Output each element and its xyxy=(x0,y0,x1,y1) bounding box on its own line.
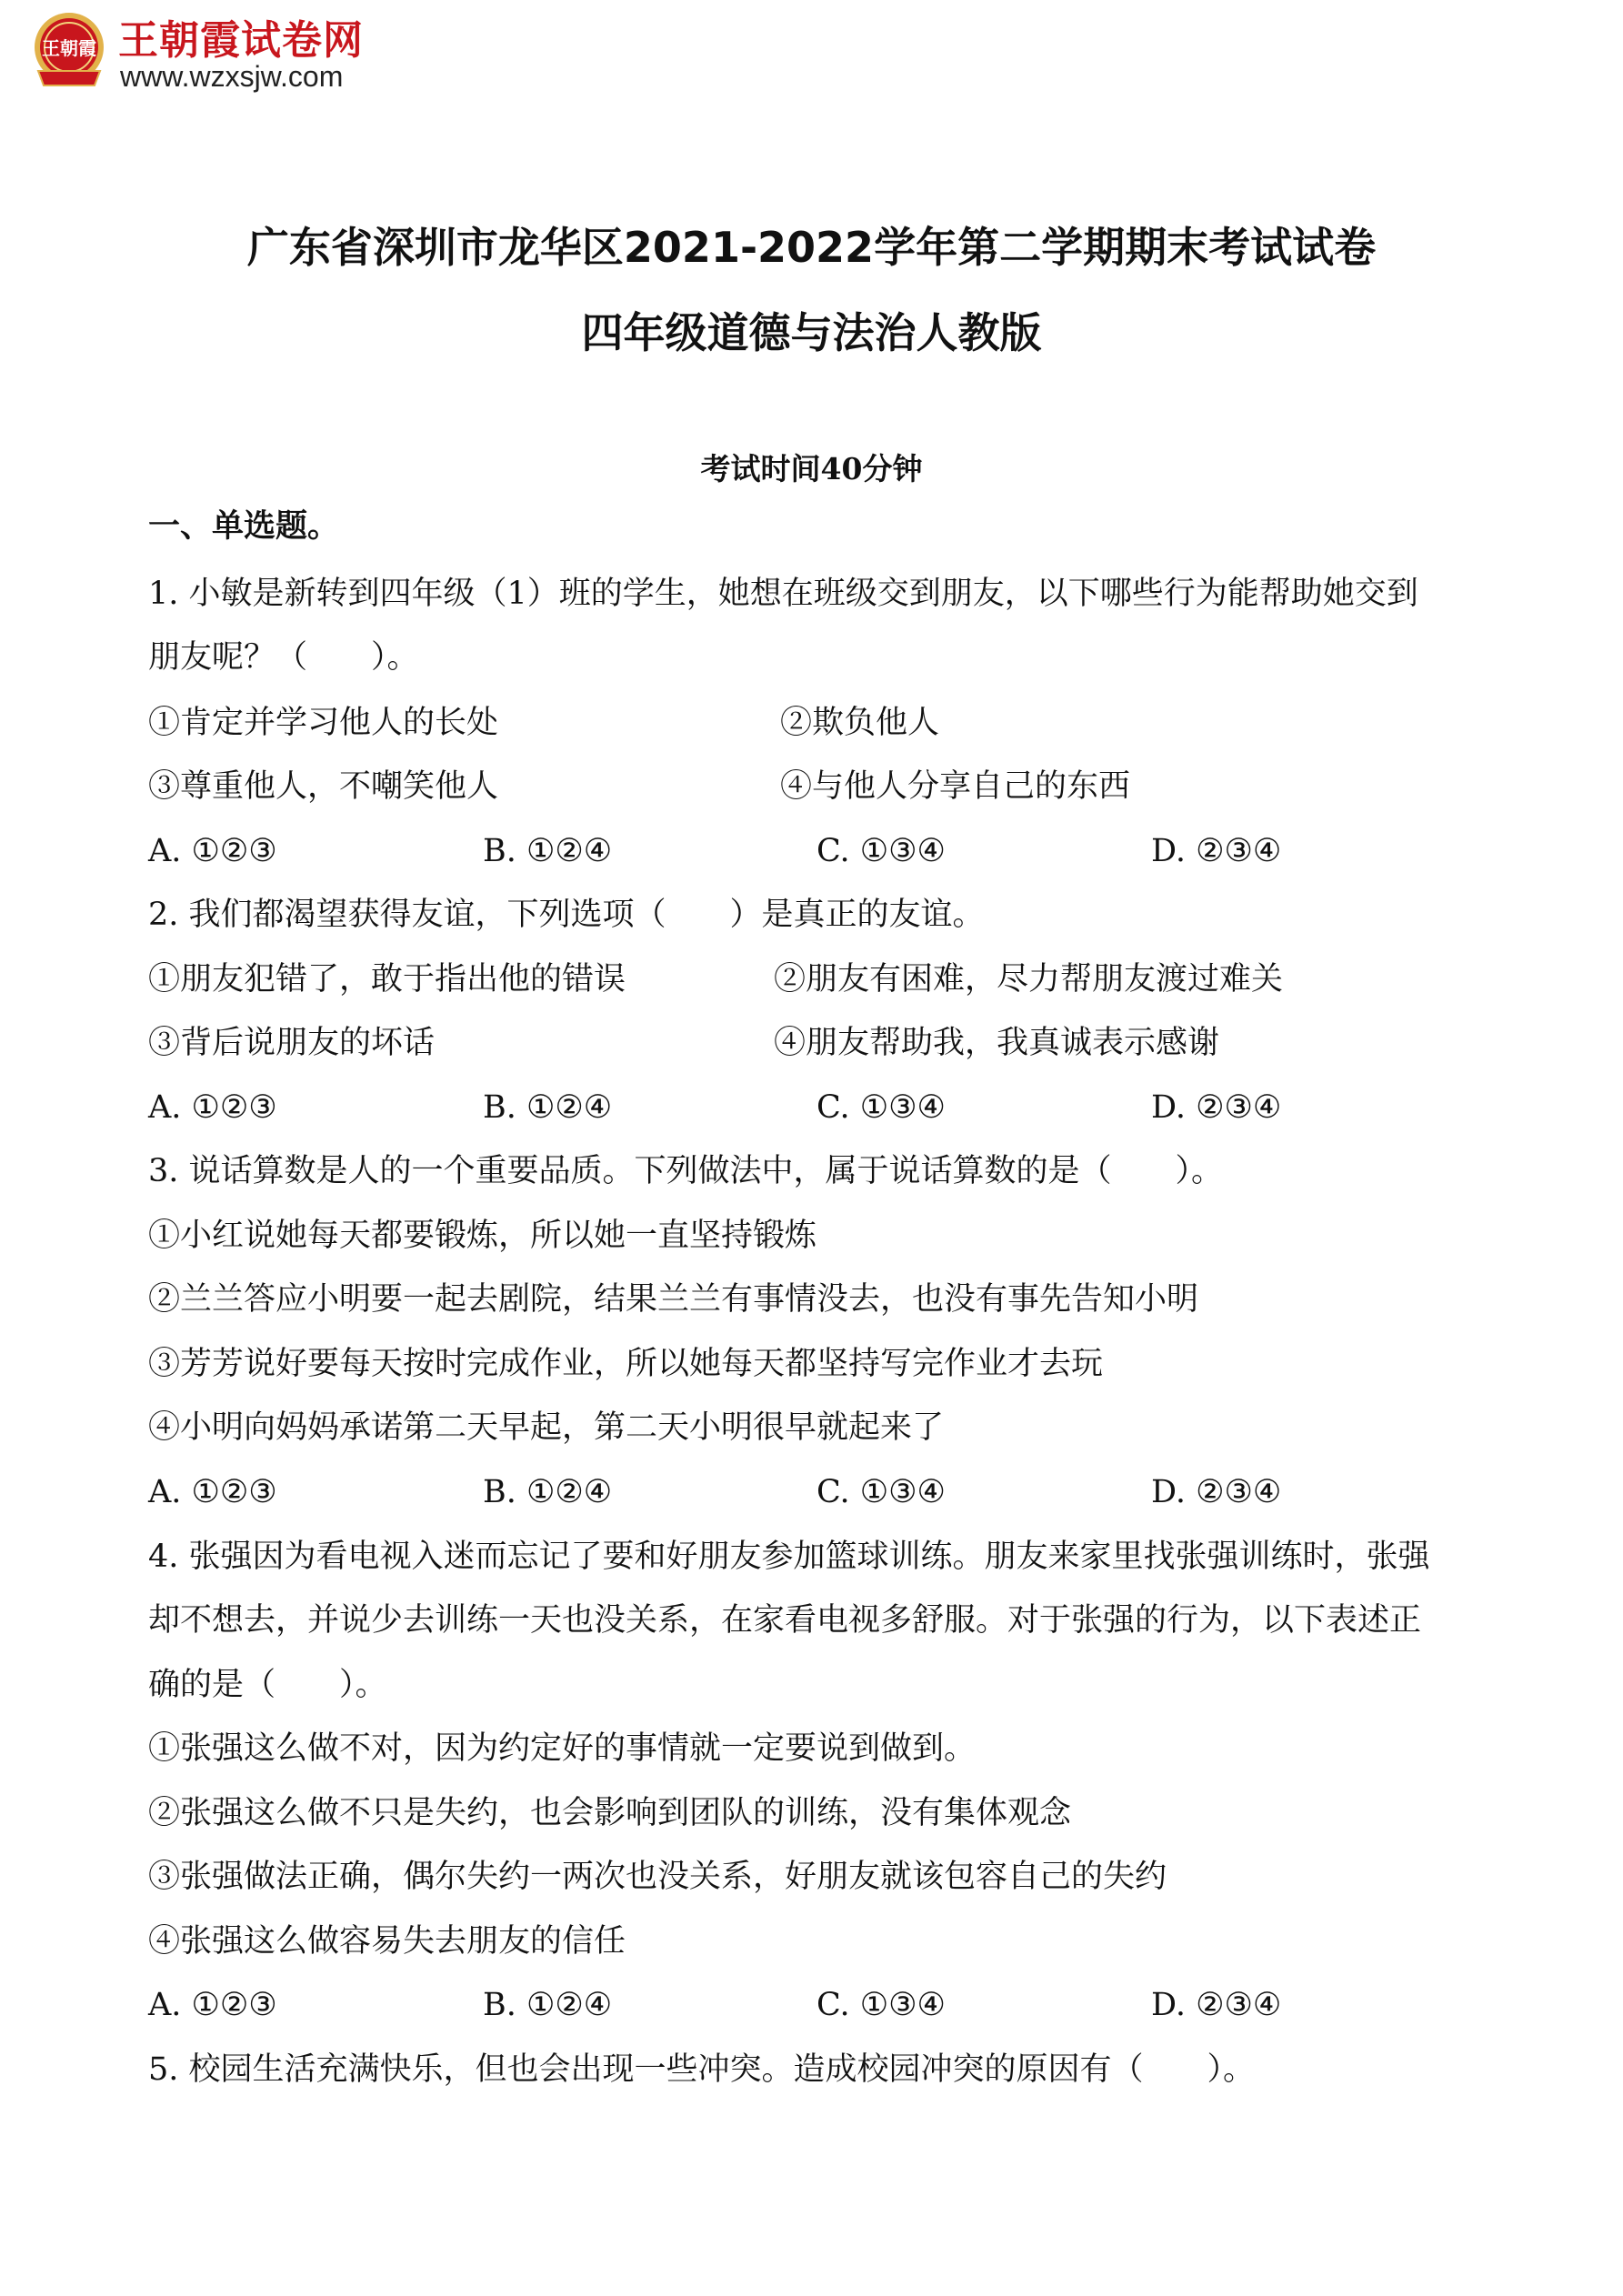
q1-item-4: ④与他人分享自己的东西 xyxy=(780,768,1131,805)
q2-option-b[interactable]: B. ①②④ xyxy=(483,1089,613,1126)
exam-subtitle: 四年级道德与法治人教版 xyxy=(581,308,1042,357)
question-1-stem: 1. 小敏是新转到四年级（1）班的学生，她想在班级交到朋友，以下哪些行为能帮助她交到 xyxy=(148,576,1418,612)
q4-option-c[interactable]: C. ①③④ xyxy=(817,1987,946,2023)
q4-option-d[interactable]: D. ②③④ xyxy=(1151,1987,1282,2023)
q4-option-a[interactable]: A. ①②③ xyxy=(148,1987,277,2023)
q4-item-3: ③张强做法正确，偶尔失约一两次也没关系，好朋友就该包容自己的失约 xyxy=(148,1859,1167,1895)
logo-lettering: 王朝霞 xyxy=(42,37,96,59)
q3-item-3: ③芳芳说好要每天按时完成作业，所以她每天都坚持写完作业才去玩 xyxy=(148,1346,1104,1382)
q3-option-a[interactable]: A. ①②③ xyxy=(148,1474,277,1510)
q1-option-c[interactable]: C. ①③④ xyxy=(817,833,946,869)
q2-option-a[interactable]: A. ①②③ xyxy=(148,1089,277,1126)
question-5-stem: 5. 校园生活充满快乐，但也会出现一些冲突。造成校园冲突的原因有（ ）。 xyxy=(148,2051,1256,2088)
q1-option-d[interactable]: D. ②③④ xyxy=(1151,833,1282,869)
q1-option-a[interactable]: A. ①②③ xyxy=(148,833,277,869)
question-4-stem-cont-2: 确的是（ ）。 xyxy=(148,1667,387,1703)
q2-item-2: ②朋友有困难，尽力帮朋友渡过难关 xyxy=(774,961,1284,998)
section-heading: 一、单选题。 xyxy=(148,508,340,545)
q1-item-3: ③尊重他人，不嘲笑他人 xyxy=(148,768,499,805)
site-name: 王朝霞试卷网 xyxy=(118,17,364,64)
q2-item-1: ①朋友犯错了，敢于指出他的错误 xyxy=(148,961,626,998)
q3-item-1: ①小红说她每天都要锻炼，所以她一直坚持锻炼 xyxy=(148,1218,817,1254)
q1-option-b[interactable]: B. ①②④ xyxy=(483,833,613,869)
q1-item-1: ①肯定并学习他人的长处 xyxy=(148,705,499,741)
q2-item-3: ③背后说朋友的坏话 xyxy=(148,1025,436,1061)
q4-option-b[interactable]: B. ①②④ xyxy=(483,1987,613,2023)
question-3-stem: 3. 说话算数是人的一个重要品质。下列做法中，属于说话算数的是（ ）。 xyxy=(148,1153,1224,1189)
question-4-stem-cont-1: 却不想去，并说少去训练一天也没关系，在家看电视多舒服。对于张强的行为，以下表述正 xyxy=(148,1602,1422,1639)
q1-item-2: ②欺负他人 xyxy=(780,705,940,741)
exam-time: 考试时间40分钟 xyxy=(700,451,923,486)
q3-option-c[interactable]: C. ①③④ xyxy=(817,1474,946,1510)
q3-option-d[interactable]: D. ②③④ xyxy=(1151,1474,1282,1510)
q2-option-d[interactable]: D. ②③④ xyxy=(1151,1089,1282,1126)
site-url[interactable]: www.wzxsjw.com xyxy=(120,60,344,93)
q3-item-4: ④小明向妈妈承诺第二天早起，第二天小明很早就起来了 xyxy=(148,1409,945,1446)
q4-item-1: ①张强这么做不对，因为约定好的事情就一定要说到做到。 xyxy=(148,1730,977,1767)
question-1-stem-cont: 朋友呢？（ ）。 xyxy=(148,639,419,676)
exam-title: 广东省深圳市龙华区2021-2022学年第二学期期末考试试卷 xyxy=(246,223,1377,272)
q4-item-2: ②张强这么做不只是失约，也会影响到团队的训练，没有集体观念 xyxy=(148,1795,1072,1831)
site-logo-emblem xyxy=(25,7,113,95)
q3-item-2: ②兰兰答应小明要一起去剧院，结果兰兰有事情没去，也没有事先告知小明 xyxy=(148,1281,1199,1318)
q3-option-b[interactable]: B. ①②④ xyxy=(483,1474,613,1510)
q2-option-c[interactable]: C. ①③④ xyxy=(817,1089,946,1126)
q4-item-4: ④张强这么做容易失去朋友的信任 xyxy=(148,1923,626,1960)
question-4-stem: 4. 张强因为看电视入迷而忘记了要和好朋友参加篮球训练。朋友来家里找张强训练时，张强 xyxy=(148,1539,1430,1575)
question-2-stem: 2. 我们都渴望获得友谊，下列选项（ ）是真正的友谊。 xyxy=(148,897,985,933)
q2-item-4: ④朋友帮助我，我真诚表示感谢 xyxy=(774,1025,1220,1061)
